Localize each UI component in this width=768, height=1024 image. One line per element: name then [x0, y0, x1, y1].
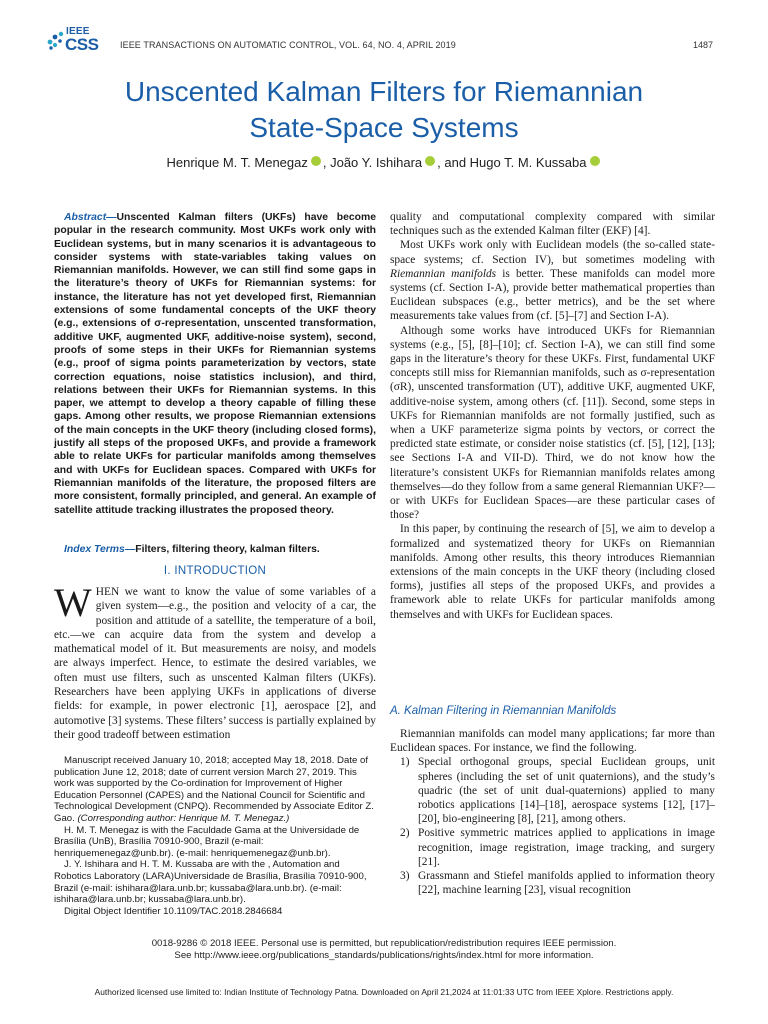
list-number: 2) [400, 827, 410, 840]
corresponding-author: (Corresponding author: Henrique M. T. Menegaz.) [77, 812, 290, 824]
emphasis: Riemannian manifolds [390, 267, 497, 280]
abstract-lead: Abstract— [64, 212, 117, 223]
title-line-2: State-Space Systems [249, 112, 519, 143]
footnote-manuscript [54, 755, 376, 825]
paragraph-this-paper: In this paper, by continuing the research of [5], we aim to develop a formalized and systematized theory for UKFs on Riemannian manifolds. Among other results, this theory introduces Riemannian extensions of the main concepts in the UKF theory (including closed forms), justifies all steps of the proposed UKFs, and provides a framework able to relate UKFs for particular manifolds among themselves and with UKFs for Euclidean spaces. [390, 523, 715, 621]
copyright-line-2: See http://www.ieee.org/publications_standards/publications/rights/index.html for more information. [174, 949, 594, 961]
introduction-text: HEN we want to know the value of some variables of a given system—e.g., the position and velocity of a car, the position and attitude of a satellite, the temperature of a boil, etc.—we can acquire data from the system and develop a mathematical model of it. But measurements are noisy, and models are always imperfect. Hence, to estimate the desired variables, we often must use filters, such as unscented Kalman filters (UKFs). Researchers have been applying UKFs in applications of diverse fields: for example, in power electronic [1], aerospace [2], and automotive [3] systems. These filters’ success is partially explained by their good tradeoff between estimation [54, 586, 376, 741]
list-item [390, 869, 715, 897]
title-line-1: Unscented Kalman Filters for Riemannian [124, 76, 644, 107]
logo-css-text: CSS [65, 35, 99, 54]
page-number: 1487 [692, 40, 713, 50]
paragraph-gaps: Although some works have introduced UKFs for Riemannian systems (e.g., [5], [8]–[10]; cf. Section I-A), we can still find some gaps in the literature’s theory for these UKFs. First, fundamental UKF concepts still miss for Riemannian manifolds, such as σ-representation (σR), unscented transformation (UT), additive UKF, augmented UKF, additive-noise system, among others (cf. [11]). Second, some steps in UKFs for Riemannian manifolds are not formally justified, such as when a UKF parameterize sigma points by vectors, or correct the predicted state estimate, or consider noise statistics (cf. [5], [12], [13]; see Sections I-A and VII-D). Third, we do not know how the literature’s consistent UKFs for Riemannian manifolds relates among themselves—do they follow from a same general Riemannian UKF?—or with UKFs for Euclidean Spaces—are these particular cases of those? [390, 324, 715, 522]
footnote-affiliation-2: J. Y. Ishihara and H. T. M. Kussaba are with the , Automation and Robotics Laboratory (LARA)Universidade de Brasília, Brasília 70910-900, Brazil (e-mail: ishihara@lara.unb.br; kussaba@lara.unb.br). (e-mail: ishihara@lara.unb.br; kussaba@lara.unb.br). [54, 859, 367, 906]
paragraph-text: is better. These manifolds can model more systems (cf. Section I-A), provide better mathematical properties than Euclidean subspaces (e.g., better metrics), and be the set where measurements take values from (cf. [5]–[7] and Section I-A). [390, 267, 715, 323]
index-terms-text: Filters, filtering theory, kalman filters. [135, 544, 320, 555]
abstract-text: Unscented Kalman filters (UKFs) have become popular in the research community. Most UKFs work only with Euclidean systems, but in many scenarios it is advantageous to consider systems with state-variables taking values on Riemannian manifolds. However, we can still find some gaps in the literature’s theory of UKFs for Riemannian systems: for instance, the literature has not yet developed first, Riemannian extensions of some fundamental concepts of the UKF theory (e.g., extensions of σ-representation, unscented transformation, additive UKF, augmented UKF, additive-noise system), second, proofs of some steps in their UKFs for Riemannian systems (e.g., proof of sigma points parameterization by vectors, state correction equations, noise statistics inclusion), and third, relations between their UKFs for Riemannian systems. In this paper, we attempt to develop a theory capable of filling these gaps. Among other results, we propose Riemannian extensions of the main concepts in the UKF theory (including closed forms), justify all steps of the proposed UKFs, and provide a framework able to relate UKFs for particular manifolds among themselves and with UKFs for Euclidean spaces. Compared with UKFs for Riemannian manifolds of the literature, the proposed filters are more consistent, formally principled, and general. An example of satellite attitude tracking illustrates the proposed theory. [54, 212, 376, 516]
index-terms [54, 543, 376, 556]
logo-ieee-text: IEEE [66, 26, 90, 37]
introduction-body [54, 580, 376, 742]
doi: Digital Object Identifier 10.1109/TAC.2018.2846684 [64, 905, 283, 917]
right-column-text [390, 210, 715, 622]
author-1: Henrique M. T. Menegaz [166, 155, 308, 170]
author-2: , João Y. Ishihara [322, 155, 423, 170]
copyright-line-1: 0018-9286 © 2018 IEEE. Personal use is permitted, but republication/redistribution requires IEEE permission. [151, 938, 617, 949]
license-notice: Authorized licensed use limited to: Indian Institute of Technology Patna. Downloaded on April 21,2024 at 11:01:33 UTC from IEEE Xplore. Restrictions apply. [94, 987, 674, 997]
paragraph-euclidean-models [390, 238, 715, 323]
author-3: , and Hugo T. M. Kussaba [437, 155, 587, 170]
subsection-heading: A. Kalman Filtering in Riemannian Manifolds [390, 705, 617, 717]
orcid-icon[interactable] [425, 156, 435, 166]
list-item [390, 826, 715, 869]
orcid-icon[interactable] [590, 156, 600, 166]
list-item-text: Special orthogonal groups, special Euclidean groups, unit spheres (including the set of unit quaternions), and the study’s quadric (the set of unit dual-quaternions) applied to many robotics applications [14]–[18], aerospace systems [12], [17]–[20], bio-engineering [8], [21], among others. [418, 756, 715, 826]
list-item-text: Grassmann and Stiefel manifolds applied to information theory [22], machine learning [23], visual recognition [418, 870, 715, 897]
footnote [54, 755, 376, 917]
list-item [390, 755, 715, 826]
list-number: 1) [400, 756, 410, 769]
orcid-icon[interactable] [311, 156, 321, 166]
ieee-css-logo [46, 26, 104, 56]
subsection-body [390, 727, 715, 897]
abstract [54, 211, 376, 517]
list-number: 3) [400, 870, 410, 883]
subsection-intro: Riemannian manifolds can model many applications; far more than Euclidean spaces. For instance, we find the following. [390, 728, 715, 755]
author-list [0, 155, 768, 170]
footnote-manuscript-text: Manuscript received January 10, 2018; accepted May 18, 2018. Date of publication June 12, 2018; date of current version March 27, 2019. This work was supported by the Co-ordination for Improvement of Higher Education Personnel (CAPES) and the National Council for Scientific and Technological Development (CNPQ). Recommended by Associate Editor Z. Gao. [54, 755, 374, 824]
list-item-text: Positive symmetric matrices applied to applications in image recognition, image registration, image tracking, and surgery [21]. [418, 827, 715, 868]
paragraph-continued: quality and computational complexity compared with similar techniques such as the extended Kalman filter (EKF) [4]. [390, 211, 715, 238]
drop-cap: W [54, 580, 92, 625]
footnote-affiliation-1: H. M. T. Menegaz is with the Faculdade Gama at the Universidade de Brasília (UnB), Brasília 70910-900, Brazil (e-mail: henriquemenegaz@unb.br). (e-mail: henriquemenegaz@unb.br). [54, 824, 360, 859]
section-heading-introduction: I. INTRODUCTION [163, 565, 267, 577]
paragraph-text: Most UKFs work only with Euclidean models (the so-called state-space systems; cf. Section IV), but sometimes modeling with [390, 239, 715, 266]
paper-title [0, 74, 768, 146]
journal-header: IEEE TRANSACTIONS ON AUTOMATIC CONTROL, VOL. 64, NO. 4, APRIL 2019 [120, 40, 456, 50]
copyright-notice [0, 938, 768, 961]
index-terms-lead: Index Terms— [64, 544, 136, 555]
